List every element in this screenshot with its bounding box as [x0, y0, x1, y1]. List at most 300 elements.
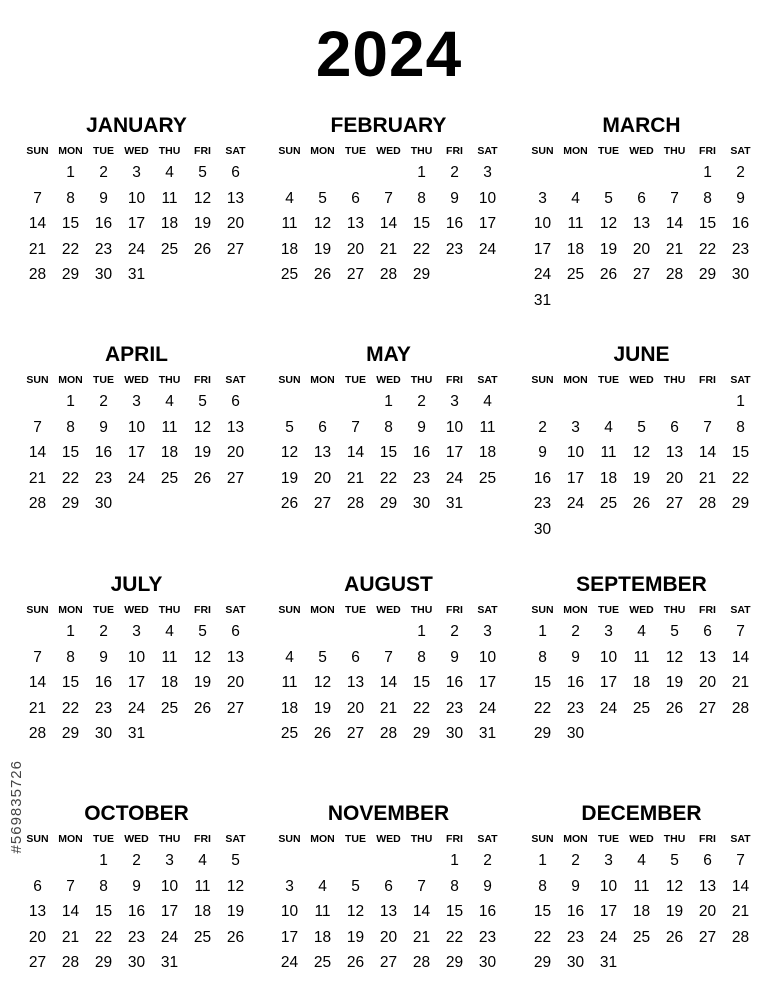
weekday-label: MON — [310, 604, 335, 616]
day-cell: 14 — [379, 215, 398, 232]
weekday-label: SUN — [531, 374, 554, 386]
day-cell: 23 — [478, 928, 497, 946]
day-cell: 24 — [566, 495, 585, 512]
weekday-label: SAT — [477, 604, 498, 616]
day-cell: 21 — [28, 699, 47, 717]
day-cell: 15 — [61, 674, 80, 691]
day-cell: 25 — [193, 928, 212, 946]
day-cell: 5 — [285, 418, 294, 436]
weekday-label: THU — [158, 374, 181, 386]
day-cell: 1 — [66, 623, 75, 640]
day-cell: 18 — [599, 469, 618, 487]
weekday-label: WED — [629, 145, 654, 157]
day-cell: 24 — [533, 266, 552, 283]
weekday-label: MON — [310, 833, 335, 845]
day-cell: 27 — [346, 266, 365, 283]
day-cell: 21 — [28, 240, 47, 258]
day-cell: 20 — [226, 215, 245, 232]
month-march — [526, 114, 757, 313]
day-cell: 8 — [384, 418, 393, 436]
weekday-label: MON — [58, 374, 83, 386]
day-cell: 17 — [478, 215, 497, 232]
day-cell: 14 — [731, 648, 750, 666]
day-cell: 14 — [379, 674, 398, 691]
day-cell: 4 — [198, 852, 207, 869]
day-cell: 9 — [450, 189, 459, 207]
weekday-label: SAT — [225, 374, 246, 386]
day-cell: 16 — [533, 469, 552, 487]
weekday-label: WED — [629, 604, 654, 616]
day-cell: 25 — [632, 928, 651, 946]
day-cell: 18 — [160, 444, 179, 461]
day-cell: 28 — [28, 495, 47, 512]
day-cell: 30 — [94, 725, 113, 742]
day-cell: 5 — [318, 648, 327, 666]
month-name: NOVEMBER — [327, 802, 450, 825]
day-cell: 14 — [412, 903, 431, 920]
day-cell: 24 — [280, 954, 299, 971]
day-cell: 29 — [61, 495, 80, 512]
day-cell: 9 — [450, 648, 459, 666]
weekday-label: MON — [310, 374, 335, 386]
day-cell: 9 — [99, 418, 108, 436]
weekday-label: WED — [629, 833, 654, 845]
day-cell: 18 — [478, 444, 497, 461]
day-cell: 27 — [226, 699, 245, 717]
month-january — [21, 114, 252, 288]
month-days-grid — [273, 142, 504, 288]
day-cell: 1 — [538, 852, 547, 869]
day-cell: 21 — [28, 469, 47, 487]
day-cell: 4 — [637, 623, 646, 640]
weekday-label: MON — [563, 145, 588, 157]
month-name: FEBRUARY — [330, 114, 447, 137]
weekday-label: THU — [410, 833, 433, 845]
day-cell: 16 — [731, 215, 750, 232]
day-cell: 25 — [313, 954, 332, 971]
day-cell: 13 — [28, 903, 47, 920]
day-cell: 9 — [571, 648, 580, 666]
day-cell: 19 — [193, 674, 212, 691]
day-cell: 23 — [445, 240, 464, 258]
weekday-label: THU — [410, 604, 433, 616]
month-name: JULY — [110, 573, 163, 596]
day-cell: 17 — [478, 674, 497, 691]
day-cell: 24 — [160, 928, 179, 946]
day-cell: 21 — [698, 469, 717, 487]
day-cell: 7 — [736, 623, 745, 640]
month-days-grid — [526, 601, 757, 747]
day-cell: 11 — [194, 877, 211, 895]
weekday-label: SAT — [730, 374, 751, 386]
day-cell: 6 — [351, 189, 360, 207]
day-cell: 31 — [533, 291, 552, 309]
day-cell: 22 — [61, 469, 80, 487]
day-cell: 10 — [160, 877, 179, 895]
day-cell: 28 — [665, 266, 684, 283]
empty-day-cell — [526, 389, 559, 415]
day-cell: 20 — [346, 240, 365, 258]
day-cell: 17 — [599, 674, 618, 691]
weekday-label: SAT — [730, 604, 751, 616]
day-cell: 31 — [599, 954, 618, 971]
day-cell: 17 — [280, 928, 299, 946]
weekday-label: TUE — [93, 604, 114, 616]
day-cell: 13 — [665, 444, 684, 461]
day-cell: 26 — [193, 240, 212, 258]
empty-day-cell — [526, 160, 559, 186]
day-cell: 31 — [160, 954, 179, 971]
day-cell: 21 — [379, 699, 398, 717]
day-cell: 28 — [379, 725, 398, 742]
day-cell: 28 — [61, 954, 80, 971]
day-cell: 22 — [731, 469, 750, 487]
empty-day-cell — [306, 389, 339, 415]
day-cell: 25 — [566, 266, 585, 283]
day-cell: 20 — [346, 699, 365, 717]
weekday-label: TUE — [598, 604, 619, 616]
day-cell: 15 — [445, 903, 464, 920]
day-cell: 2 — [571, 852, 580, 869]
day-cell: 8 — [66, 418, 75, 436]
day-cell: 15 — [698, 215, 717, 232]
empty-day-cell — [658, 389, 691, 415]
day-cell: 4 — [165, 164, 174, 181]
day-cell: 8 — [417, 189, 426, 207]
day-cell: 3 — [483, 623, 492, 640]
month-days-grid — [21, 371, 252, 517]
day-cell: 30 — [445, 725, 464, 742]
weekday-label: THU — [158, 833, 181, 845]
weekday-label: FRI — [194, 833, 211, 845]
day-cell: 8 — [703, 189, 712, 207]
day-cell: 18 — [313, 928, 332, 946]
day-cell: 12 — [313, 215, 332, 232]
day-cell: 16 — [445, 674, 464, 691]
day-cell: 5 — [637, 418, 646, 436]
day-cell: 23 — [566, 928, 585, 946]
day-cell: 3 — [571, 418, 580, 436]
day-cell: 28 — [379, 266, 398, 283]
weekday-label: FRI — [446, 604, 463, 616]
empty-day-cell — [21, 160, 54, 186]
day-cell: 19 — [599, 240, 618, 258]
day-cell: 14 — [28, 674, 47, 691]
month-days-grid — [526, 142, 757, 313]
day-cell: 24 — [599, 699, 618, 717]
weekday-label: WED — [124, 145, 149, 157]
day-cell: 16 — [127, 903, 146, 920]
day-cell: 9 — [132, 877, 141, 895]
day-cell: 10 — [478, 648, 497, 666]
day-cell: 27 — [379, 954, 398, 971]
day-cell: 2 — [99, 164, 108, 181]
day-cell: 30 — [94, 266, 113, 283]
day-cell: 11 — [633, 877, 650, 895]
day-cell: 27 — [226, 469, 245, 487]
day-cell: 6 — [703, 852, 712, 869]
day-cell: 25 — [160, 240, 179, 258]
empty-day-cell — [21, 848, 54, 874]
day-cell: 7 — [703, 418, 712, 436]
day-cell: 16 — [566, 903, 585, 920]
day-cell: 19 — [665, 903, 684, 920]
weekday-label: SUN — [531, 604, 554, 616]
day-cell: 6 — [351, 648, 360, 666]
day-cell: 2 — [450, 623, 459, 640]
day-cell: 12 — [193, 189, 212, 207]
day-cell: 16 — [94, 674, 113, 691]
weekday-label: SAT — [477, 833, 498, 845]
day-cell: 14 — [698, 444, 717, 461]
day-cell: 9 — [483, 877, 492, 895]
day-cell: 3 — [285, 877, 294, 895]
weekday-label: FRI — [446, 374, 463, 386]
day-cell: 17 — [127, 215, 146, 232]
day-cell: 29 — [698, 266, 717, 283]
empty-day-cell — [21, 389, 54, 415]
day-cell: 6 — [231, 393, 240, 410]
day-cell: 1 — [736, 393, 745, 410]
day-cell: 27 — [313, 495, 332, 512]
day-cell: 13 — [698, 648, 717, 666]
day-cell: 1 — [538, 623, 547, 640]
day-cell: 30 — [127, 954, 146, 971]
day-cell: 6 — [231, 164, 240, 181]
day-cell: 17 — [160, 903, 179, 920]
day-cell: 11 — [161, 189, 178, 207]
weekday-label: THU — [410, 145, 433, 157]
day-cell: 4 — [165, 623, 174, 640]
day-cell: 1 — [66, 393, 75, 410]
day-cell: 20 — [226, 444, 245, 461]
weekday-label: THU — [663, 145, 686, 157]
day-cell: 26 — [599, 266, 618, 283]
day-cell: 10 — [445, 418, 464, 436]
month-name: OCTOBER — [84, 802, 189, 825]
day-cell: 29 — [61, 266, 80, 283]
day-cell: 27 — [698, 699, 717, 717]
day-cell: 29 — [94, 954, 113, 971]
weekday-label: SAT — [225, 145, 246, 157]
day-cell: 16 — [566, 674, 585, 691]
day-cell: 8 — [66, 189, 75, 207]
day-cell: 14 — [665, 215, 684, 232]
day-cell: 7 — [351, 418, 360, 436]
day-cell: 6 — [231, 623, 240, 640]
day-cell: 10 — [127, 648, 146, 666]
day-cell: 31 — [127, 725, 146, 742]
day-cell: 23 — [94, 240, 113, 258]
weekday-label: TUE — [598, 374, 619, 386]
day-cell: 2 — [736, 164, 745, 181]
day-cell: 6 — [670, 418, 679, 436]
day-cell: 12 — [313, 674, 332, 691]
day-cell: 6 — [318, 418, 327, 436]
weekday-label: FRI — [699, 833, 716, 845]
day-cell: 15 — [731, 444, 750, 461]
day-cell: 21 — [412, 928, 431, 946]
day-cell: 20 — [28, 928, 47, 946]
day-cell: 19 — [346, 928, 365, 946]
day-cell: 18 — [160, 215, 179, 232]
weekday-label: TUE — [93, 833, 114, 845]
day-cell: 14 — [28, 444, 47, 461]
day-cell: 29 — [731, 495, 750, 512]
weekday-label: TUE — [93, 145, 114, 157]
empty-day-cell — [54, 848, 87, 874]
day-cell: 7 — [66, 877, 75, 895]
weekday-label: FRI — [446, 145, 463, 157]
empty-day-cell — [658, 160, 691, 186]
day-cell: 6 — [33, 877, 42, 895]
weekday-label: MON — [563, 374, 588, 386]
day-cell: 22 — [61, 699, 80, 717]
day-cell: 8 — [538, 877, 547, 895]
year-title: 2024 — [315, 18, 463, 90]
month-days-grid — [21, 601, 252, 747]
weekday-label: TUE — [345, 374, 366, 386]
day-cell: 20 — [313, 469, 332, 487]
day-cell: 1 — [384, 393, 393, 410]
day-cell: 5 — [670, 852, 679, 869]
day-cell: 12 — [280, 444, 299, 461]
day-cell: 3 — [132, 393, 141, 410]
day-cell: 20 — [226, 674, 245, 691]
day-cell: 2 — [417, 393, 426, 410]
day-cell: 3 — [604, 623, 613, 640]
empty-day-cell — [273, 160, 306, 186]
day-cell: 5 — [231, 852, 240, 869]
weekday-label: FRI — [446, 833, 463, 845]
day-cell: 21 — [61, 928, 80, 946]
day-cell: 25 — [160, 699, 179, 717]
weekday-label: THU — [410, 374, 433, 386]
weekday-label: TUE — [598, 833, 619, 845]
weekday-label: MON — [563, 604, 588, 616]
empty-day-cell — [372, 160, 405, 186]
day-cell: 11 — [633, 648, 650, 666]
weekday-label: TUE — [598, 145, 619, 157]
day-cell: 24 — [478, 699, 497, 717]
month-december — [526, 802, 757, 976]
day-cell: 27 — [698, 928, 717, 946]
day-cell: 24 — [127, 699, 146, 717]
day-cell: 3 — [165, 852, 174, 869]
day-cell: 29 — [533, 725, 552, 742]
day-cell: 20 — [665, 469, 684, 487]
day-cell: 4 — [285, 648, 294, 666]
day-cell: 23 — [127, 928, 146, 946]
day-cell: 28 — [346, 495, 365, 512]
day-cell: 12 — [193, 418, 212, 436]
day-cell: 19 — [193, 215, 212, 232]
day-cell: 30 — [94, 495, 113, 512]
day-cell: 27 — [632, 266, 651, 283]
weekday-label: THU — [663, 833, 686, 845]
empty-day-cell — [273, 389, 306, 415]
day-cell: 12 — [346, 903, 365, 920]
day-cell: 26 — [280, 495, 299, 512]
empty-day-cell — [372, 848, 405, 874]
day-cell: 11 — [600, 444, 617, 461]
day-cell: 15 — [379, 444, 398, 461]
day-cell: 10 — [566, 444, 585, 461]
weekday-label: SAT — [477, 374, 498, 386]
day-cell: 7 — [33, 418, 42, 436]
month-name: APRIL — [105, 343, 168, 366]
month-days-grid — [526, 830, 757, 976]
empty-day-cell — [306, 160, 339, 186]
empty-day-cell — [339, 160, 372, 186]
day-cell: 29 — [61, 725, 80, 742]
day-cell: 18 — [566, 240, 585, 258]
day-cell: 17 — [533, 240, 552, 258]
day-cell: 11 — [479, 418, 496, 436]
weekday-label: WED — [376, 833, 401, 845]
day-cell: 20 — [698, 674, 717, 691]
weekday-label: SAT — [730, 833, 751, 845]
day-cell: 12 — [632, 444, 651, 461]
day-cell: 20 — [632, 240, 651, 258]
month-name: JUNE — [613, 343, 670, 366]
weekday-label: SAT — [477, 145, 498, 157]
weekday-label: THU — [663, 374, 686, 386]
weekday-label: TUE — [345, 604, 366, 616]
day-cell: 4 — [165, 393, 174, 410]
weekday-label: MON — [563, 833, 588, 845]
day-cell: 12 — [226, 877, 245, 895]
day-cell: 22 — [412, 699, 431, 717]
day-cell: 12 — [665, 877, 684, 895]
day-cell: 15 — [61, 444, 80, 461]
empty-day-cell — [405, 848, 438, 874]
empty-day-cell — [625, 389, 658, 415]
day-cell: 30 — [566, 725, 585, 742]
day-cell: 6 — [384, 877, 393, 895]
day-cell: 6 — [637, 189, 646, 207]
empty-day-cell — [339, 848, 372, 874]
day-cell: 23 — [412, 469, 431, 487]
month-october — [21, 802, 252, 976]
month-name: DECEMBER — [581, 802, 702, 825]
day-cell: 23 — [731, 240, 750, 258]
day-cell: 22 — [61, 240, 80, 258]
day-cell: 1 — [703, 164, 712, 181]
weekday-label: SUN — [278, 604, 301, 616]
day-cell: 17 — [599, 903, 618, 920]
weekday-label: WED — [124, 833, 149, 845]
day-cell: 16 — [94, 444, 113, 461]
day-cell: 11 — [161, 418, 178, 436]
day-cell: 18 — [280, 240, 299, 258]
day-cell: 4 — [318, 877, 327, 895]
day-cell: 8 — [99, 877, 108, 895]
day-cell: 28 — [28, 266, 47, 283]
month-august — [273, 573, 504, 747]
empty-day-cell — [559, 160, 592, 186]
day-cell: 7 — [736, 852, 745, 869]
weekday-label: MON — [58, 145, 83, 157]
weekday-label: SAT — [730, 145, 751, 157]
day-cell: 13 — [313, 444, 332, 461]
day-cell: 27 — [346, 725, 365, 742]
empty-day-cell — [306, 848, 339, 874]
day-cell: 15 — [412, 674, 431, 691]
weekday-label: FRI — [194, 604, 211, 616]
weekday-label: SUN — [26, 374, 49, 386]
weekday-label: TUE — [93, 374, 114, 386]
